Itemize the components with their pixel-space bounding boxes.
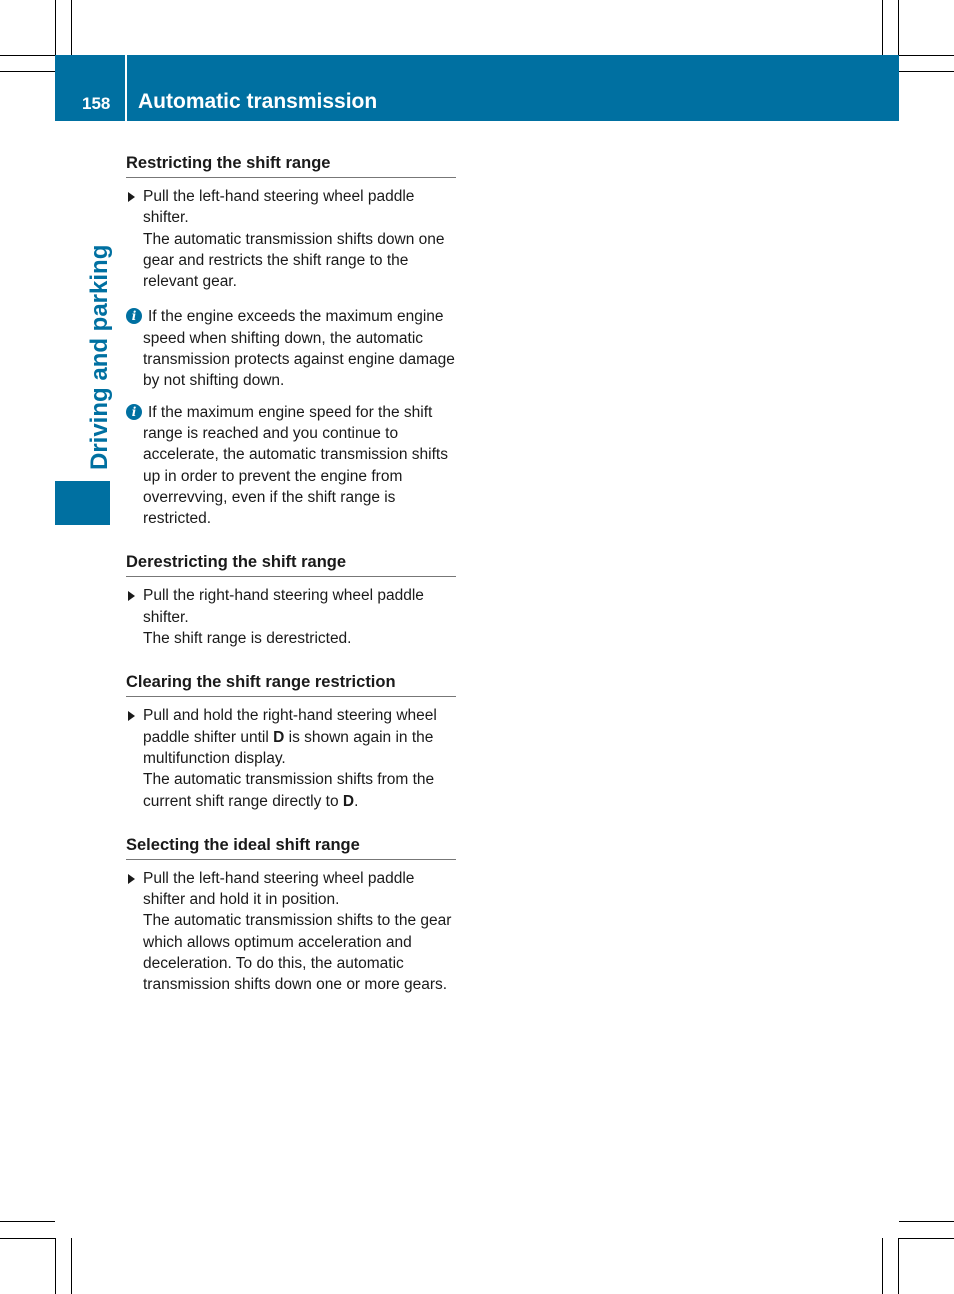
step-text: Pull and hold the right-hand steering wheel paddle shifter until D is shown again in the multifunction display. [143,707,437,767]
section-heading: Restricting the shift range [126,152,456,178]
step-result: The shift range is derestricted. [143,630,352,648]
info-note [126,306,456,391]
page-number: 158 [82,94,111,113]
step-text: Pull the right-hand steering wheel paddle shifter. [143,587,424,626]
crop-mark [71,1238,72,1294]
info-icon: i [126,308,142,324]
content-column [126,152,456,996]
crop-mark [55,1238,56,1294]
step-arrow-icon [128,874,135,884]
instruction-step [126,186,456,292]
crop-mark [898,0,899,55]
page-title: Automatic transmission [138,90,378,113]
step-text: Pull the left-hand steering wheel paddle shifter and hold it in position. [143,869,415,909]
instruction-step [126,868,456,996]
section-heading: Clearing the shift range restriction [126,671,456,697]
side-tab-marker [55,481,110,525]
chapter-label: Driving and parking [86,244,113,470]
crop-mark [899,55,954,56]
info-note [126,402,456,530]
crop-mark [899,1221,954,1222]
info-icon: i [126,404,142,420]
crop-mark [899,71,954,72]
step-arrow-icon [128,192,135,202]
note-text: If the engine exceeds the maximum engine speed when shifting down, the automatic transmission protects against engine damage by not shifting down. [143,308,455,390]
step-result: The automatic transmission shifts from the current shift range directly to D. [143,771,435,810]
crop-mark [899,1238,954,1239]
step-arrow-icon [128,591,135,601]
section-heading: Selecting the ideal shift range [126,834,456,860]
crop-mark [0,1238,55,1239]
crop-mark [882,0,883,55]
step-result: The automatic transmission shifts to the gear which allows optimum acceleration and deceleration. To do this, the automatic transmission shifts down one or more gears. [143,912,452,994]
crop-mark [898,1238,899,1294]
crop-mark [0,55,55,56]
step-arrow-icon [128,711,135,721]
crop-mark [55,0,56,55]
crop-mark [0,71,55,72]
step-result: The automatic transmission shifts down one gear and restricts the shift range to the relevant gear. [143,230,445,291]
header-divider [125,55,127,121]
instruction-step [126,705,456,811]
note-text: If the maximum engine speed for the shift range is reached and you continue to accelerate, the automatic transmission shifts up in order to prevent the engine from overrevving, even if the shift range is restricted. [143,403,448,528]
crop-mark [882,1238,883,1294]
section-heading: Derestricting the shift range [126,551,456,577]
crop-mark [71,0,72,55]
step-text: Pull the left-hand steering wheel paddle shifter. [143,188,415,227]
crop-mark [0,1221,55,1222]
instruction-step [126,585,456,649]
